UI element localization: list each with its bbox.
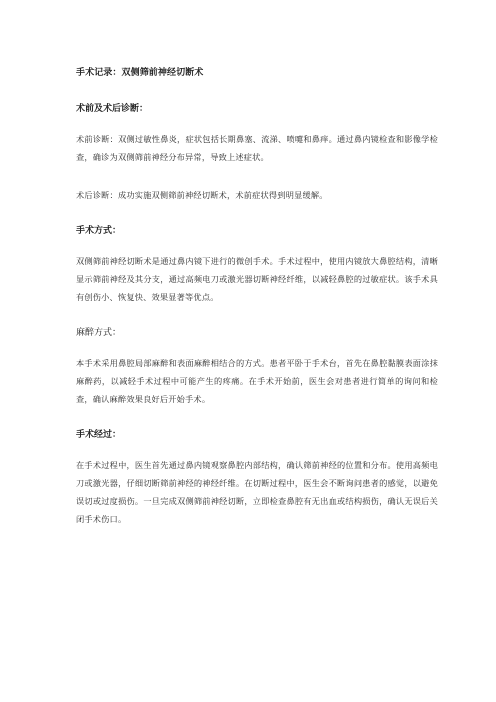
paragraph-anesthesia: 本手术采用鼻腔局部麻醉和表面麻醉相结合的方式。患者平卧于手术台，首先在鼻腔黏膜表面涂抹麻醉药，以减轻手术过程中可能产生的疼痛。在手术开始前，医生会对患者进行简单的询问和检查，确认麻醉效果良好后开始手术。 <box>76 358 438 404</box>
paragraph-preop-diagnosis: 术前诊断：双侧过敏性鼻炎，症状包括长期鼻塞、流涕、喷嚏和鼻痒。通过鼻内镜检查和影像学检查，确诊为双侧筛前神经分布异常，导致上述症状。 <box>76 134 438 162</box>
section-heading-surgery-method: 手术方式： <box>76 226 122 236</box>
section-heading-diagnosis: 术前及术后诊断： <box>76 104 149 114</box>
paragraph-procedure: 在手术过程中，医生首先通过鼻内镜观察鼻腔内部结构，确认筛前神经的位置和分布。使用高频电刀或激光器，仔细切断筛前神经的神经纤维。在切断过程中，医生会不断询问患者的感觉，以避免误切或过度损伤。一旦完成双侧筛前神经切断，立即检查鼻腔有无出血或结构损伤，确认无误后关闭手术伤口。 <box>76 460 438 524</box>
paragraph-postop-diagnosis: 术后诊断：成功实施双侧筛前神经切断术，术前症状得到明显缓解。 <box>76 190 328 200</box>
document-title: 手术记录：双侧筛前神经切断术 <box>76 68 204 78</box>
section-heading-procedure: 手术经过： <box>76 430 122 440</box>
paragraph-surgery-method: 双侧筛前神经切断术是通过鼻内镜下进行的微创手术。手术过程中，使用内镜放大鼻腔结构，清晰显示筛前神经及其分支，通过高频电刀或激光器切断神经纤维，以减轻鼻腔的过敏症状。该手术具有创伤小、恢复快、效果显著等优点。 <box>76 256 438 302</box>
section-heading-anesthesia: 麻醉方式： <box>76 328 122 338</box>
